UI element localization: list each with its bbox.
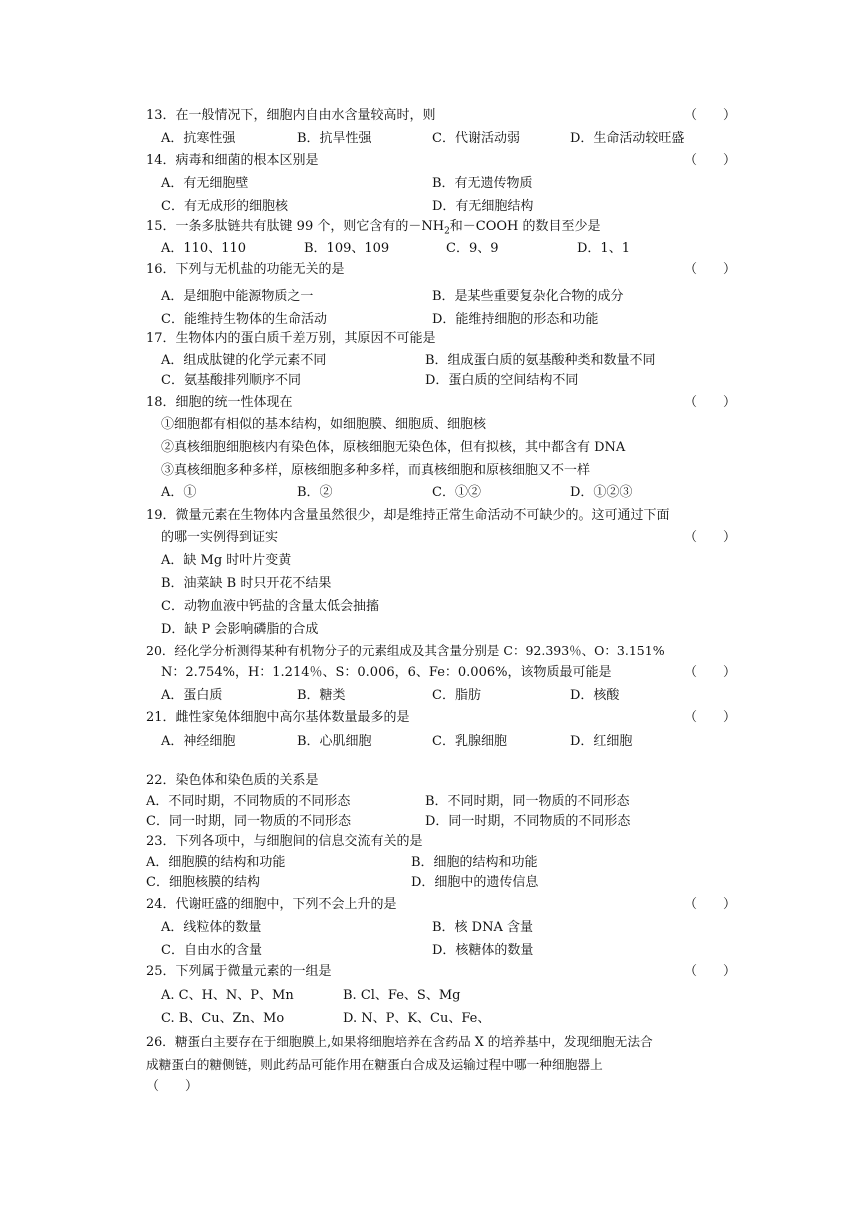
option-d: D. N、P、K、Cu、Fe、 xyxy=(343,1011,491,1026)
option-b: B．糖类 xyxy=(297,688,346,703)
option-b: B．不同时期，同一物质的不同形态 xyxy=(425,794,630,809)
option-a: A．① xyxy=(161,485,197,500)
question-stem: 20．经化学分析测得某种有机物分子的元素组成及其含量分别是 C：92.393％、O：3.151% xyxy=(146,643,665,658)
option-d: D．同一时期，不同物质的不同形态 xyxy=(425,814,631,829)
question-stem: 23．下列各项中，与细胞间的信息交流有关的是 xyxy=(146,834,423,849)
option-c: C．脂肪 xyxy=(432,688,481,703)
option-d: D．1、1 xyxy=(577,241,630,256)
question-stem: 15．一条多肽链共有肽键 99 个，则它含有的$-NH_2$和－COOH 的数目至少是 xyxy=(146,219,601,237)
option-a: A．是细胞中能源物质之一 xyxy=(161,289,314,304)
option-a: A．110、110 xyxy=(161,241,247,256)
answer-bracket: （ ） xyxy=(684,710,737,725)
option-a: A．抗寒性强 xyxy=(161,131,236,146)
option-b: B．是某些重要复杂化合物的成分 xyxy=(432,289,624,304)
answer-bracket: （ ） xyxy=(684,153,737,168)
answer-bracket: （ ） xyxy=(684,262,737,277)
answer-bracket: （ ） xyxy=(684,665,737,680)
answer-bracket: （ ） xyxy=(684,964,737,979)
option-a: A．有无细胞壁 xyxy=(161,176,249,191)
option-b: B．组成蛋白质的氨基酸种类和数量不同 xyxy=(425,353,656,368)
option-c: C．细胞核膜的结构 xyxy=(146,875,260,890)
option-d: D．能维持细胞的形态和功能 xyxy=(432,312,599,327)
question-stem: 17．生物体内的蛋白质千差万别，其原因不可能是 xyxy=(146,331,436,346)
question-stem-cont: 成糖蛋白的糖侧链，则此药品可能作用在糖蛋白合成及运输过程中哪一种细胞器上 xyxy=(146,1057,603,1072)
option-b: B．② xyxy=(297,485,333,500)
option-d: D．生命活动较旺盛 xyxy=(570,131,685,146)
option-a: A. C、H、N、P、Mn xyxy=(161,988,294,1003)
option-a: A．不同时期，不同物质的不同形态 xyxy=(146,794,351,809)
statement-3: ③真核细胞多种多样，原核细胞多种多样，而真核细胞和原核细胞又不一样 xyxy=(161,463,591,478)
option-a: A．组成肽键的化学元素不同 xyxy=(161,353,327,368)
option-a: A．蛋白质 xyxy=(161,688,223,703)
answer-bracket: （ ） xyxy=(684,897,737,912)
answer-bracket: （ ） xyxy=(684,395,737,410)
option-c: C．动物血液中钙盐的含量太低会抽搐 xyxy=(161,599,379,614)
question-stem: 14．病毒和细菌的根本区别是 xyxy=(146,153,319,168)
question-stem-cont: 的哪一实例得到证实 xyxy=(161,530,279,545)
option-c: C．乳腺细胞 xyxy=(432,734,507,749)
option-d: D．细胞中的遗传信息 xyxy=(411,875,539,890)
option-b: B．心肌细胞 xyxy=(297,734,372,749)
option-d: D．①②③ xyxy=(570,485,633,500)
answer-bracket: （ ） xyxy=(684,530,737,545)
option-c: C．氨基酸排列顺序不同 xyxy=(161,373,301,388)
question-stem: 19．微量元素在生物体内含量虽然很少，却是维持正常生命活动不可缺少的。这可通过下面 xyxy=(146,508,670,523)
option-b: B．油菜缺 B 时只开花不结果 xyxy=(161,576,332,591)
option-b: B．有无遗传物质 xyxy=(432,176,533,191)
question-stem: 16．下列与无机盐的功能无关的是 xyxy=(146,262,345,277)
option-b: B．核 DNA 含量 xyxy=(432,920,534,935)
option-c: C. B、Cu、Zn、Mo xyxy=(161,1011,285,1026)
option-d: D．核糖体的数量 xyxy=(432,943,534,958)
option-d: D．红细胞 xyxy=(570,734,633,749)
option-a: A．细胞膜的结构和功能 xyxy=(146,855,286,870)
question-stem: 13．在一般情况下，细胞内自由水含量较高时，则 xyxy=(146,108,436,123)
question-stem: 21．雌性家兔体细胞中高尔基体数量最多的是 xyxy=(146,710,410,725)
option-a: A．缺 Mg 时叶片变黄 xyxy=(161,553,292,568)
option-d: D．缺 P 会影响磷脂的合成 xyxy=(161,622,319,637)
question-stem: 24．代谢旺盛的细胞中，下列不会上升的是 xyxy=(146,897,397,912)
option-d: D．核酸 xyxy=(570,688,620,703)
option-c: C．能维持生物体的生命活动 xyxy=(161,312,327,327)
option-c: C．有无成形的细胞核 xyxy=(161,199,288,214)
option-b: B．109、109 xyxy=(304,241,390,256)
question-stem: 26．糖蛋白主要存在于细胞膜上,如果将细胞培养在含药品 X 的培养基中，发现细胞无法合 xyxy=(146,1034,653,1049)
question-stem-cont: N：2.754%，H：1.214％、S：0.006，6、Fe：0.006%，该物质最可能是 xyxy=(161,665,612,680)
statement-1: ①细胞都有相似的基本结构，如细胞膜、细胞质、细胞核 xyxy=(161,417,487,432)
option-d: D．蛋白质的空间结构不同 xyxy=(425,373,579,388)
answer-bracket: （ ） xyxy=(684,108,737,123)
option-c: C．同一时期，同一物质的不同形态 xyxy=(146,814,351,829)
option-b: B．抗旱性强 xyxy=(297,131,372,146)
option-c: C．①② xyxy=(432,485,481,500)
option-a: A．神经细胞 xyxy=(161,734,236,749)
answer-bracket: （ ） xyxy=(146,1079,199,1094)
option-b: B. Cl、Fe、S、Mg xyxy=(343,988,461,1003)
option-c: C．自由水的含量 xyxy=(161,943,262,958)
statement-2: ②真核细胞细胞核内有染色体，原核细胞无染色体，但有拟核，其中都含有 DNA xyxy=(161,440,626,455)
question-stem: 22．染色体和染色质的关系是 xyxy=(146,773,319,788)
option-b: B．细胞的结构和功能 xyxy=(411,855,538,870)
question-stem: 25．下列属于微量元素的一组是 xyxy=(146,964,332,979)
option-a: A．线粒体的数量 xyxy=(161,920,262,935)
option-c: C．9、9 xyxy=(446,241,499,256)
question-stem: 18．细胞的统一性体现在 xyxy=(146,395,293,410)
option-c: C．代谢活动弱 xyxy=(432,131,520,146)
option-d: D．有无细胞结构 xyxy=(432,199,534,214)
